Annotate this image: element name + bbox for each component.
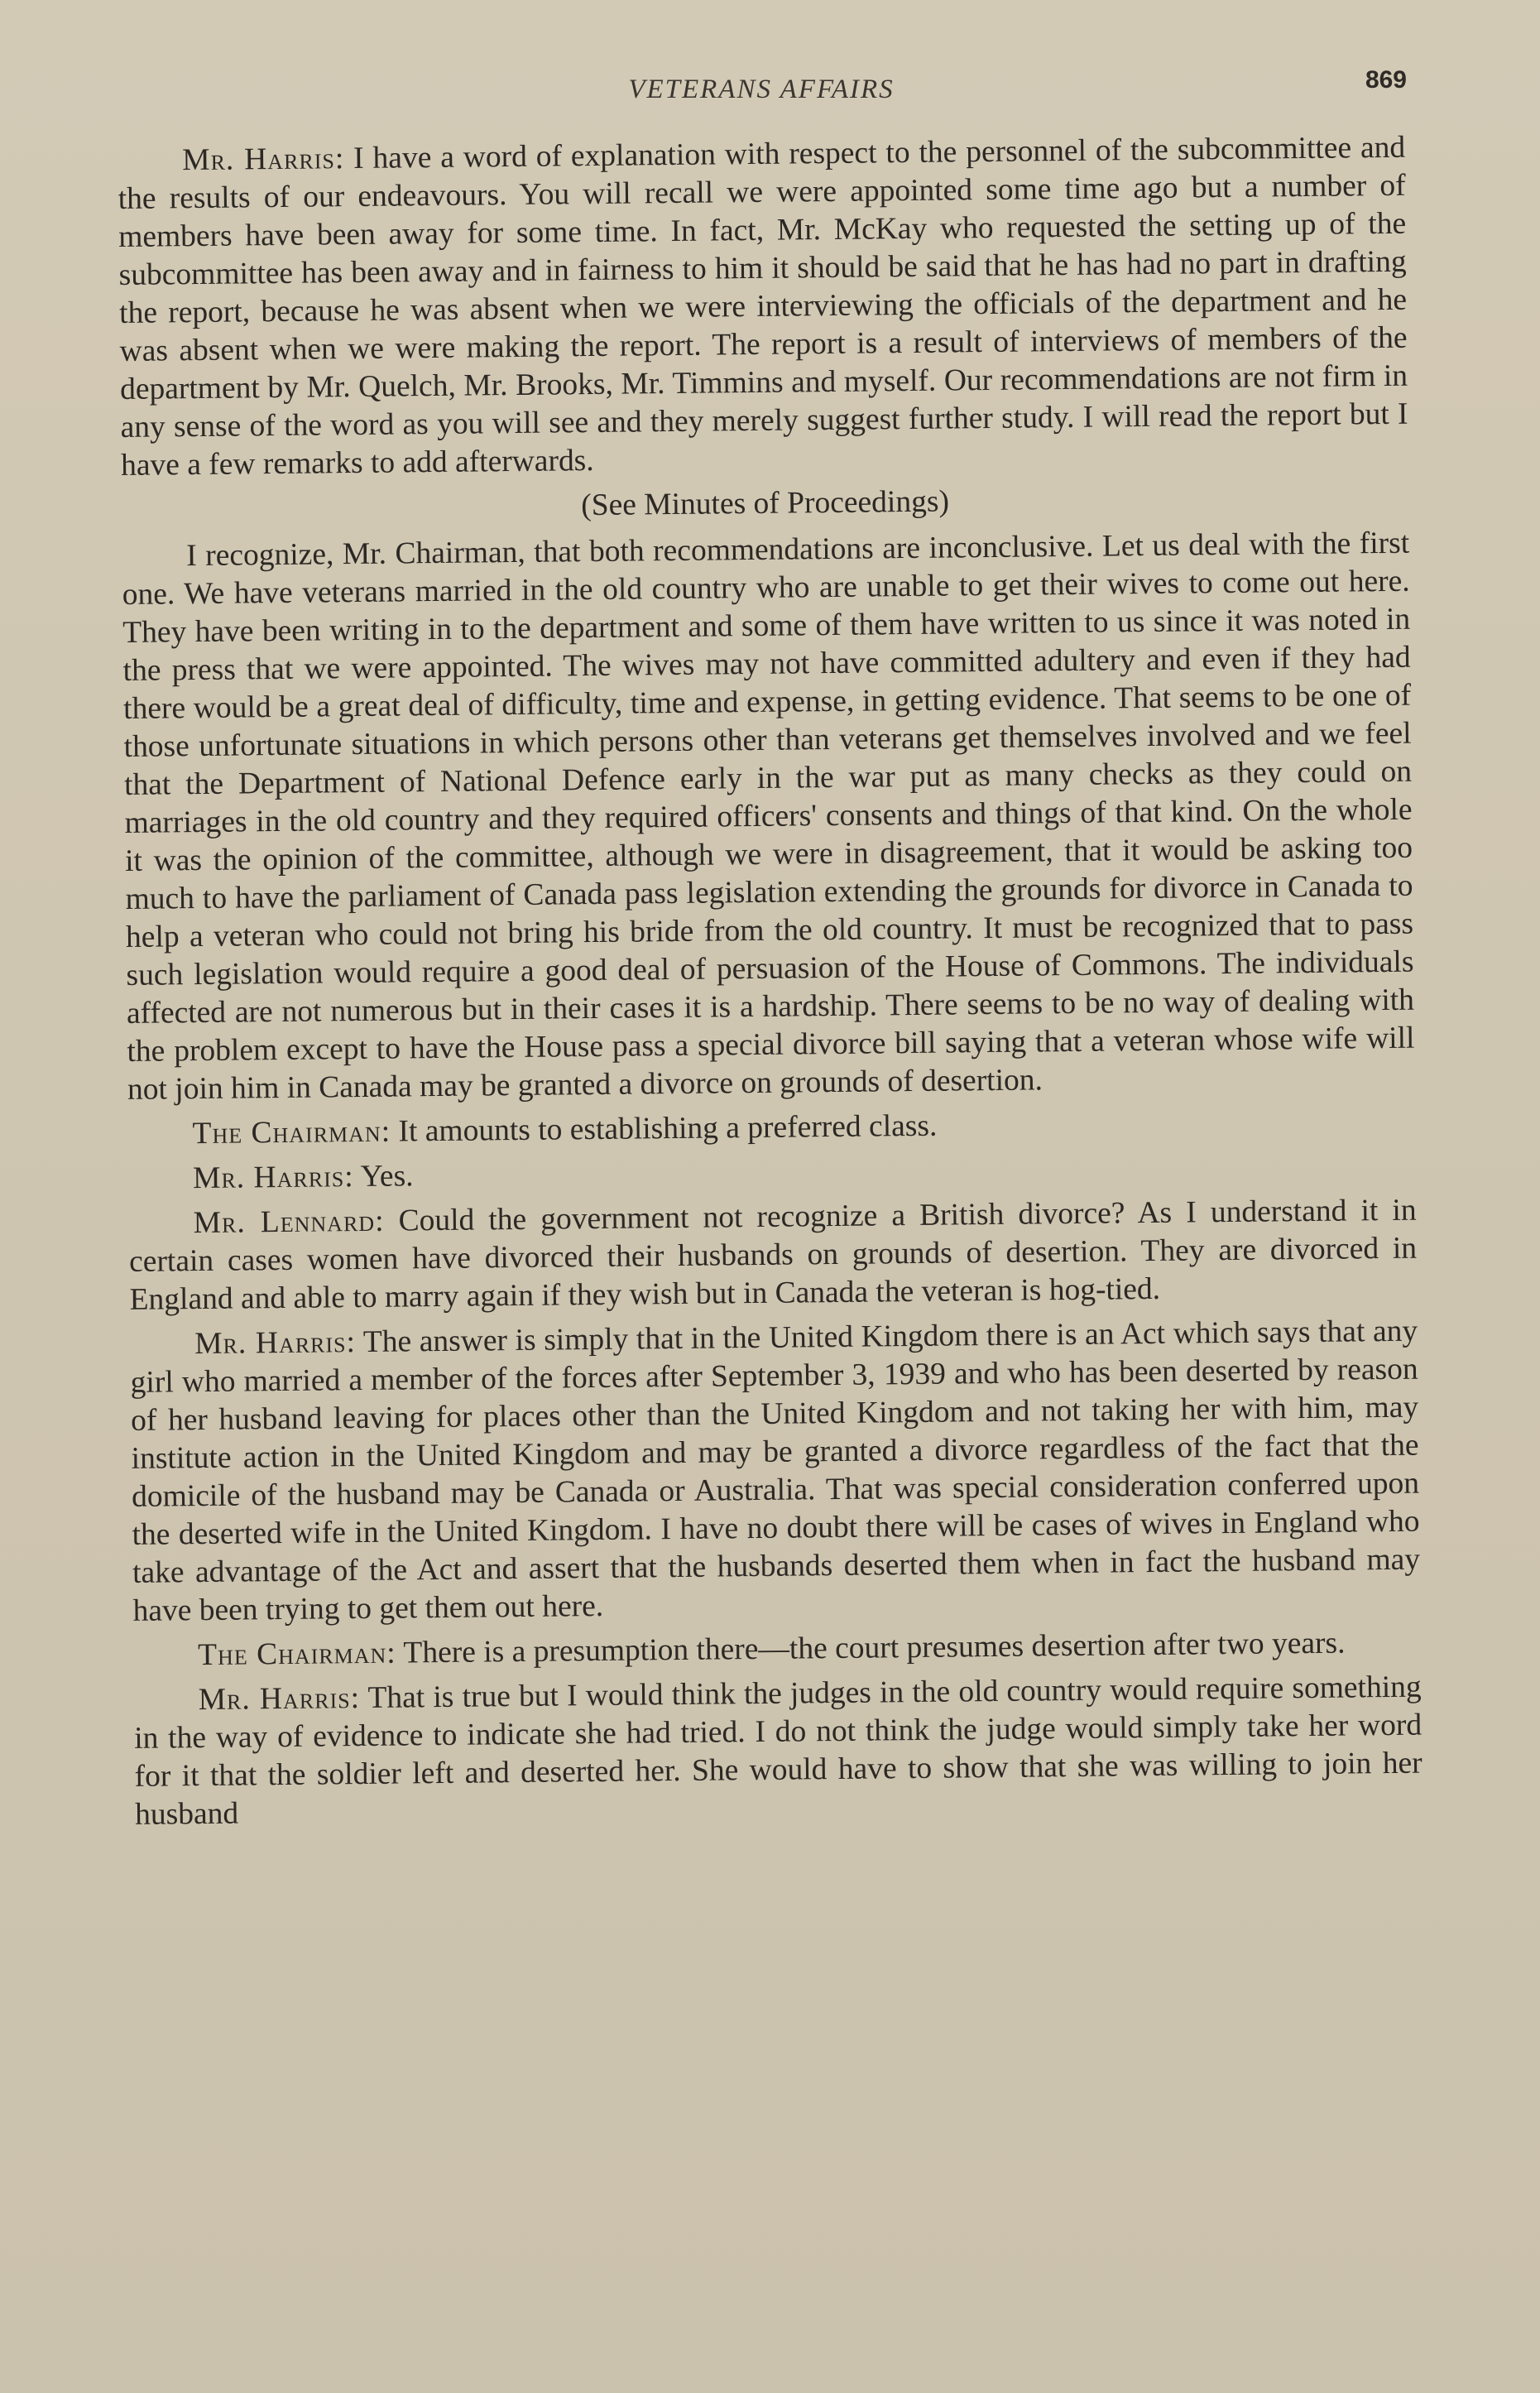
- paragraph-text: The answer is simply that in the United Kingdom there is an Act which says that any girl who married a member of the forces after September 3, 1939 and who has been deserted by reason of her husband leaving for places other than the United Kingdom and not taking her with him, may institute action in the United Kingdom and may be granted a divorce regardless of the fact that the domicile of the husband may be Canada or Australia. That was special consideration conferred upon the deserted wife in the United Kingdom. I have no doubt there will be cases of wives in England who take advantage of the Act and assert that the husbands deserted them when in fact the husband may have been trying to get them out here.: [130, 1314, 1421, 1628]
- paragraph: [118, 129, 1408, 485]
- paragraph-text: I recognize, Mr. Chairman, that both recommendations are inconclusive. Let us deal with the first one. We have veterans married in the old country who are unable to get their wives to come out here. They have been writing in to the department and some of them have written to us since it was noted in the press that we were appointed. The wives may not have committed adultery and even if they had there would be a great deal of difficulty, time and expense, in getting evidence. That seems to be one of those unfortunate situations in which persons other than veterans get themselves involved and we feel that the Department of National Defence early in the war put as many checks as they could on marriages in the old country and they required officers' consents and things of that kind. On the whole it was the opinion of the committee, although we were in disagreement, that it would be asking too much to have the parliament of Canada pass legislation extending the grounds for divorce in Canada to help a veteran who could not bring his bride from the old country. It must be recognized that to pass such legislation would require a good deal of persuasion of the House of Commons. The individuals affected are not numerous but in their cases it is a hardship. There seems to be no way of dealing with the problem except to have the House pass a special divorce bill saying that a veteran whose wife will not join him in Canada may be granted a divorce on grounds of desertion.: [122, 526, 1415, 1107]
- running-head: VETERANS AFFAIRS: [628, 74, 895, 104]
- paragraph-text: There is a presumption there—the court presumes desertion after two years.: [396, 1626, 1346, 1670]
- speaker-name: Mr. Harris:: [192, 1160, 354, 1196]
- speaker-name: Mr. Harris:: [182, 142, 345, 178]
- paragraph-text: That is true but I would think the judges in the old country would require something in the way of evidence to indicate she had tried. I do not think the judge would simply take her word for it that the soldier left and deserted her. She would have to show that she was willing to join her husband: [133, 1670, 1422, 1832]
- paragraph: [130, 1313, 1421, 1631]
- paragraph: [133, 1624, 1421, 1675]
- paragraph-text: Yes.: [353, 1159, 414, 1194]
- paragraph-text: (See Minutes of Proceedings): [581, 484, 950, 523]
- paragraph-text: I have a word of explanation with respect to the personnel of the subcommittee and the results of our endeavours. You will recall we were appointed some time ago but a number of members have been away for some time. In fact, Mr. McKay who requested the setting up of the subcommittee has been away and in fairness to him it should be said that he has had no part in drafting the report, because he was absent when we were interviewing the officials of the department and he was absent when we were making the report. The report is a result of interviews of members of the department by Mr. Quelch, Mr. Brooks, Mr. Timmins and myself. Our recommendations are not firm in any sense of the word as you will see and they merely suggest further study. I will read the report but I have a few remarks to add afterwards.: [118, 130, 1408, 483]
- speaker-name: Mr. Lennard:: [193, 1204, 385, 1241]
- page-number: 869: [1365, 66, 1407, 94]
- paragraph-text: Could the government not recognize a British divorce? As I understand it in certain cases women have divorced their husbands on grounds of desertion. They are divorced in England and able to marry again if they wish but in Canada the veteran is hog-tied.: [128, 1193, 1418, 1317]
- speaker-name: The Chairman:: [197, 1636, 396, 1673]
- paragraph-text: It amounts to establishing a preferred class.: [390, 1108, 938, 1149]
- paragraph: [128, 1147, 1416, 1199]
- minutes-note: [121, 478, 1408, 530]
- paragraph: [133, 1669, 1422, 1834]
- paragraph: [128, 1192, 1417, 1319]
- body-text: [118, 129, 1422, 1841]
- speaker-name: Mr. Harris:: [198, 1681, 361, 1718]
- speaker-name: The Chairman:: [192, 1114, 391, 1151]
- speaker-name: Mr. Harris:: [194, 1325, 357, 1362]
- paragraph: [127, 1103, 1415, 1154]
- paragraph: [122, 525, 1415, 1109]
- page-header: [116, 66, 1407, 114]
